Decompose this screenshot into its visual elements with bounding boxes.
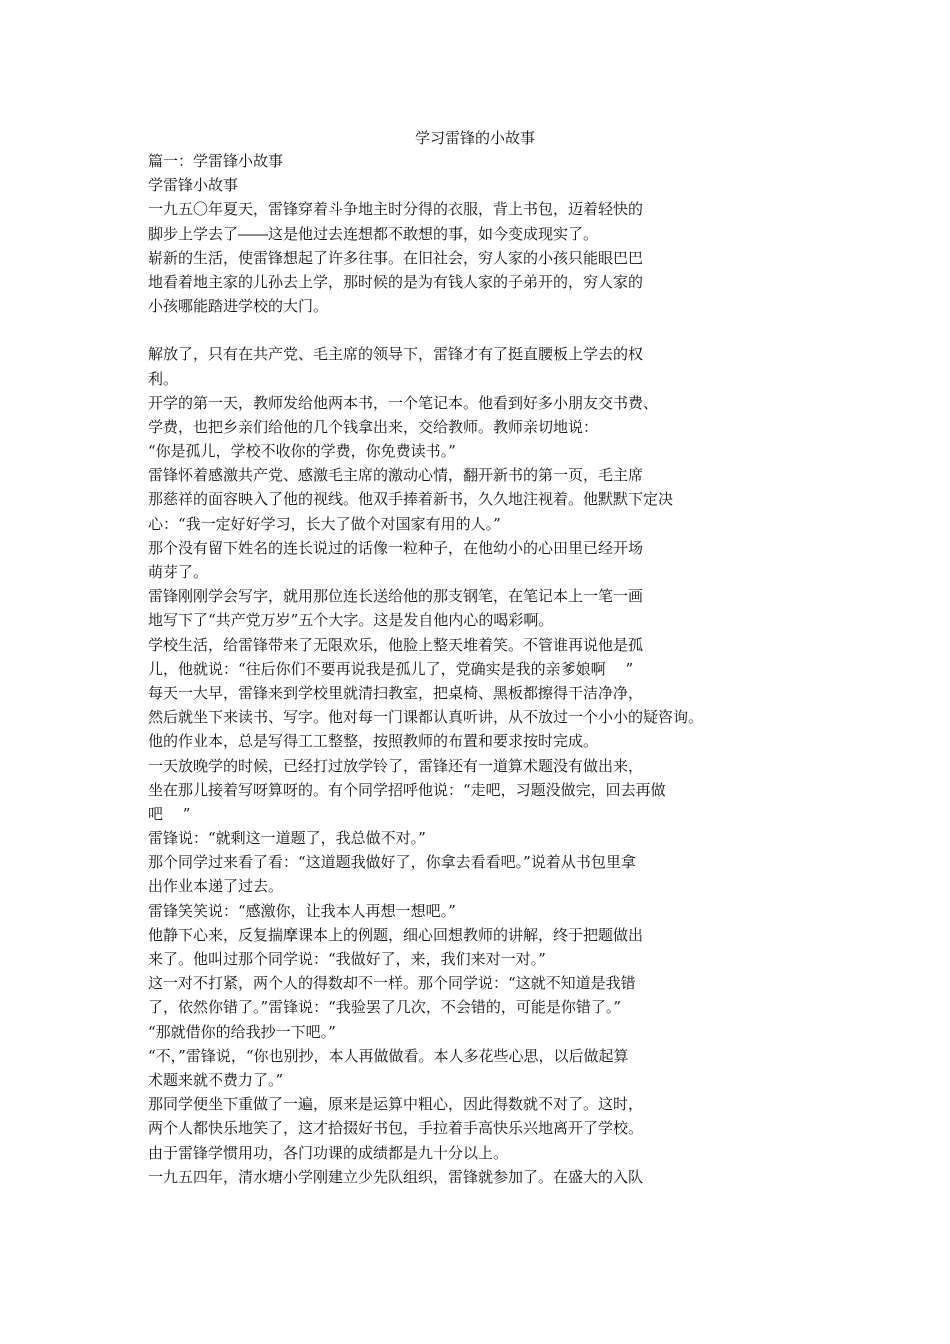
text-line: 脚步上学去了――这是他过去连想都不敢想的事，如今变成现实了。 [148, 224, 599, 243]
text-line: 两个人都快乐地笑了，这才拾掇好书包，手拉着手高快乐兴地离开了学校。 [148, 1119, 644, 1138]
document-body [148, 149, 808, 1189]
text-line: 利。 [148, 369, 179, 388]
text-line: 他静下心来，反复揣摩课本上的例题，细心回想教师的讲解，终于把题做出 [148, 925, 644, 944]
text-line: 那慈祥的面容映入了他的视线。他双手捧着新书，久久地注视着。他默默下定决 [148, 490, 674, 509]
text-line: “你是孤儿，学校不收你的学费，你免费读书。” [148, 442, 456, 461]
text-line: 学费，也把乡亲们给他的几个钱拿出来，交给教师。教师亲切地说： [148, 417, 599, 436]
text-line: 崭新的生活，使雷锋想起了许多往事。在旧社会，穷人家的小孩只能眼巴巴 [148, 248, 644, 267]
text-line: 那个同学过来看了看：“这道题我做好了，你拿去看看吧。”说着从书包里拿 [148, 853, 636, 872]
text-line: 出作业本递了过去。 [148, 877, 284, 896]
text-line: 小孩哪能踏进学校的大门。 [148, 297, 329, 316]
text-line: 由于雷锋学惯用功，各门功课的成绩都是九十分以上。 [148, 1143, 509, 1162]
text-line: 一九五〇年夏天，雷锋穿着斗争地主时分得的衣服，背上书包，迈着轻快的 [148, 200, 644, 219]
text-line: 那同学便坐下重做了一遍，原来是运算中粗心，因此得数就不对了。这时， [148, 1095, 644, 1114]
text-line: 雷锋说：“就剩这一道题了，我总做不对。” [148, 829, 426, 848]
text-line: 他的作业本，总是写得工工整整，按照教师的布置和要求按时完成。 [148, 732, 599, 751]
text-line: 这一对不打紧，两个人的得数却不一样。那个同学说：“这就不知道是我错 [148, 974, 636, 993]
text-line: 吧 ” [148, 804, 191, 823]
text-line: 每天一大早，雷锋来到学校里就清扫教室，把桌椅、黑板都擦得干洁净净， [148, 683, 644, 702]
document-title: 学习雷锋的小故事 [414, 129, 535, 147]
text-line: 地看着地主家的儿孙去上学，那时候的是为有钱人家的子弟开的，穷人家的 [148, 272, 644, 291]
text-line: 一九五四年，清水塘小学刚建立少先队组织，雷锋就参加了。在盛大的入队 [148, 1167, 644, 1186]
text-line: 坐在那儿接着写呀算呀的。有个同学招呼他说：“走吧，习题没做完，回去再做 [148, 780, 666, 799]
text-line: 术题来就不费力了。” [148, 1070, 284, 1089]
text-line: 心：“我一定好好学习，长大了做个对国家有用的人。” [148, 514, 501, 533]
text-line: 雷锋怀着感激共产党、感激毛主席的激动心情，翻开新书的第一页，毛主席 [148, 466, 644, 485]
text-line: 篇一：学雷锋小故事 [148, 152, 284, 170]
text-line: 学雷锋小故事 [148, 176, 239, 195]
text-line: 开学的第一天，教师发给他两本书，一个笔记本。他看到好多小朋友交书费、 [148, 393, 659, 412]
text-line: 学校生活，给雷锋带来了无限欢乐，他脸上整天堆着笑。不管谁再说他是孤 [148, 635, 644, 654]
text-line: 一天放晚学的时候，已经打过放学铃了，雷锋还有一道算术题没有做出来， [148, 756, 644, 775]
text-line: 地写下了“共产党万岁”五个大字。这是发自他内心的喝彩啊。 [148, 611, 554, 630]
text-line: 那个没有留下姓名的连长说过的话像一粒种子，在他幼小的心田里已经开场 [148, 538, 644, 557]
text-line: 雷锋笑笑说：“感激你，让我本人再想一想吧。” [148, 901, 456, 920]
blank-line [148, 318, 808, 342]
text-line: 了，依然你错了。”雷锋说：“我验罢了几次，不会错的，可能是你错了。” [148, 998, 622, 1017]
text-line: 雷锋刚刚学会写字，就用那位连长送给他的那支钢笔，在笔记本上一笔一画 [148, 587, 644, 606]
text-line: 萌芽了。 [148, 563, 209, 581]
text-line: “那就借你的给我抄一下吧。” [148, 1022, 336, 1041]
text-line: 来了。他叫过那个同学说：“我做好了，来，我们来对一对。” [148, 950, 546, 968]
text-line: 儿，他就说：“往后你们不要再说我是孤儿了，党确实是我的亲爹娘啊 ” [148, 659, 634, 678]
text-line: 然后就坐下来读书、写字。他对每一门课都认真听讲，从不放过一个小小的疑咨询。 [148, 708, 704, 727]
text-line: “不，”雷锋说，“你也别抄，本人再做做看。本人多花些心思，以后做起算 [148, 1046, 629, 1065]
text-line: 解放了，只有在共产党、毛主席的领导下，雷锋才有了挺直腰板上学去的权 [148, 345, 644, 364]
